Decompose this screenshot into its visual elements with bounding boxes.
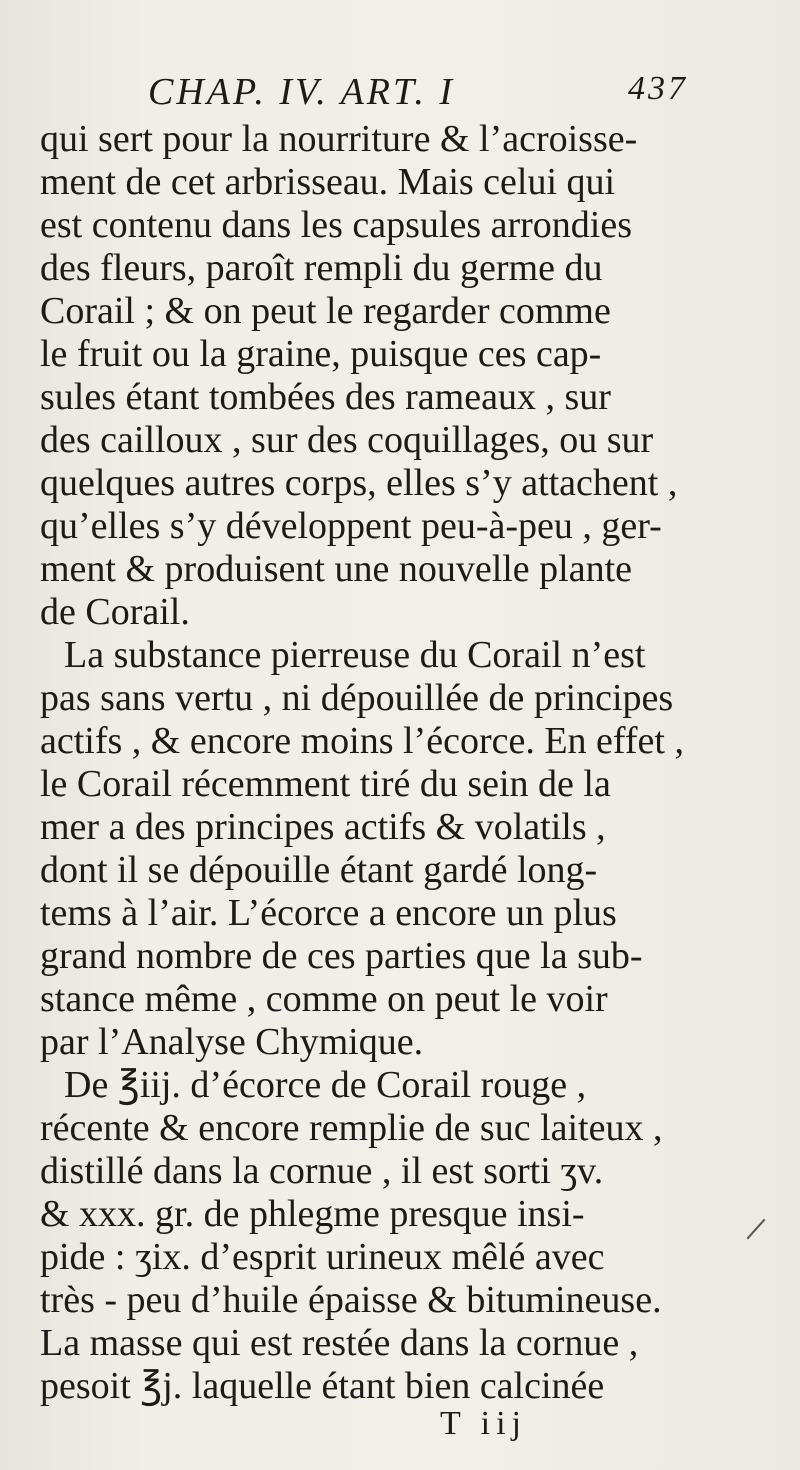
text-line: La masse qui est restée dans la cornue , xyxy=(40,1322,639,1364)
running-head xyxy=(148,70,688,118)
text-line: pas sans vertu , ni dépouillée de principes xyxy=(40,677,674,719)
text-line: mer a des principes actifs & volatils , xyxy=(40,806,606,848)
paragraph-start-line: De ℥iij. d’écorce de Corail rouge , xyxy=(64,1064,587,1106)
text-line: pesoit ℥j. laquelle étant bien calcinée xyxy=(40,1365,605,1407)
text-line: qui sert pour la nourriture & l’acroisse- xyxy=(40,118,638,160)
text-line: grand nombre de ces parties que la sub- xyxy=(40,935,643,977)
printer-signature-mark: T iij xyxy=(440,1405,527,1442)
text-line: ment de cet arbrisseau. Mais celui qui xyxy=(40,161,616,203)
text-line: le fruit ou la graine, puisque ces cap- xyxy=(40,333,602,375)
body-text xyxy=(40,118,800,1408)
text-line: est contenu dans les capsules arrondies xyxy=(40,204,632,246)
text-line: dont il se dépouille étant gardé long- xyxy=(40,849,598,891)
text-line: distillé dans la cornue , il est sorti ʒv. xyxy=(40,1150,604,1192)
text-line: tems à l’air. L’écorce a encore un plus xyxy=(40,892,617,934)
paragraph-start-line: La substance pierreuse du Corail n’est xyxy=(64,634,646,676)
text-line: & xxx. gr. de phlegme presque insi- xyxy=(40,1193,585,1235)
text-line: très - peu d’huile épaisse & bitumineuse. xyxy=(40,1279,662,1321)
text-line: pide : ʒix. d’esprit urineux mêlé avec xyxy=(40,1236,605,1278)
text-line: qu’elles s’y développent peu-à-peu , ger- xyxy=(40,505,662,547)
chapter-article-title: CHAP. IV. ART. I xyxy=(148,71,455,113)
text-line: des fleurs, paroît rempli du germe du xyxy=(40,247,603,289)
text-line: des cailloux , sur des coquillages, ou sur xyxy=(40,419,654,461)
text-line: de Corail. xyxy=(40,591,190,633)
text-line: sules étant tombées des rameaux , sur xyxy=(40,376,611,418)
text-line: stance même , comme on peut le voir xyxy=(40,978,608,1020)
text-line: le Corail récemment tiré du sein de la xyxy=(40,763,611,805)
text-line: actifs , & encore moins l’écorce. En effet , xyxy=(40,720,684,762)
text-line: quelques autres corps, elles s’y attachent , xyxy=(40,462,678,504)
text-line: par l’Analyse Chymique. xyxy=(40,1021,424,1063)
text-line: récente & encore remplie de suc laiteux , xyxy=(40,1107,663,1149)
text-line: Corail ; & on peut le regarder comme xyxy=(40,290,611,332)
page-number: 437 xyxy=(628,70,688,107)
text-line: ment & produisent une nouvelle plante xyxy=(40,548,633,590)
